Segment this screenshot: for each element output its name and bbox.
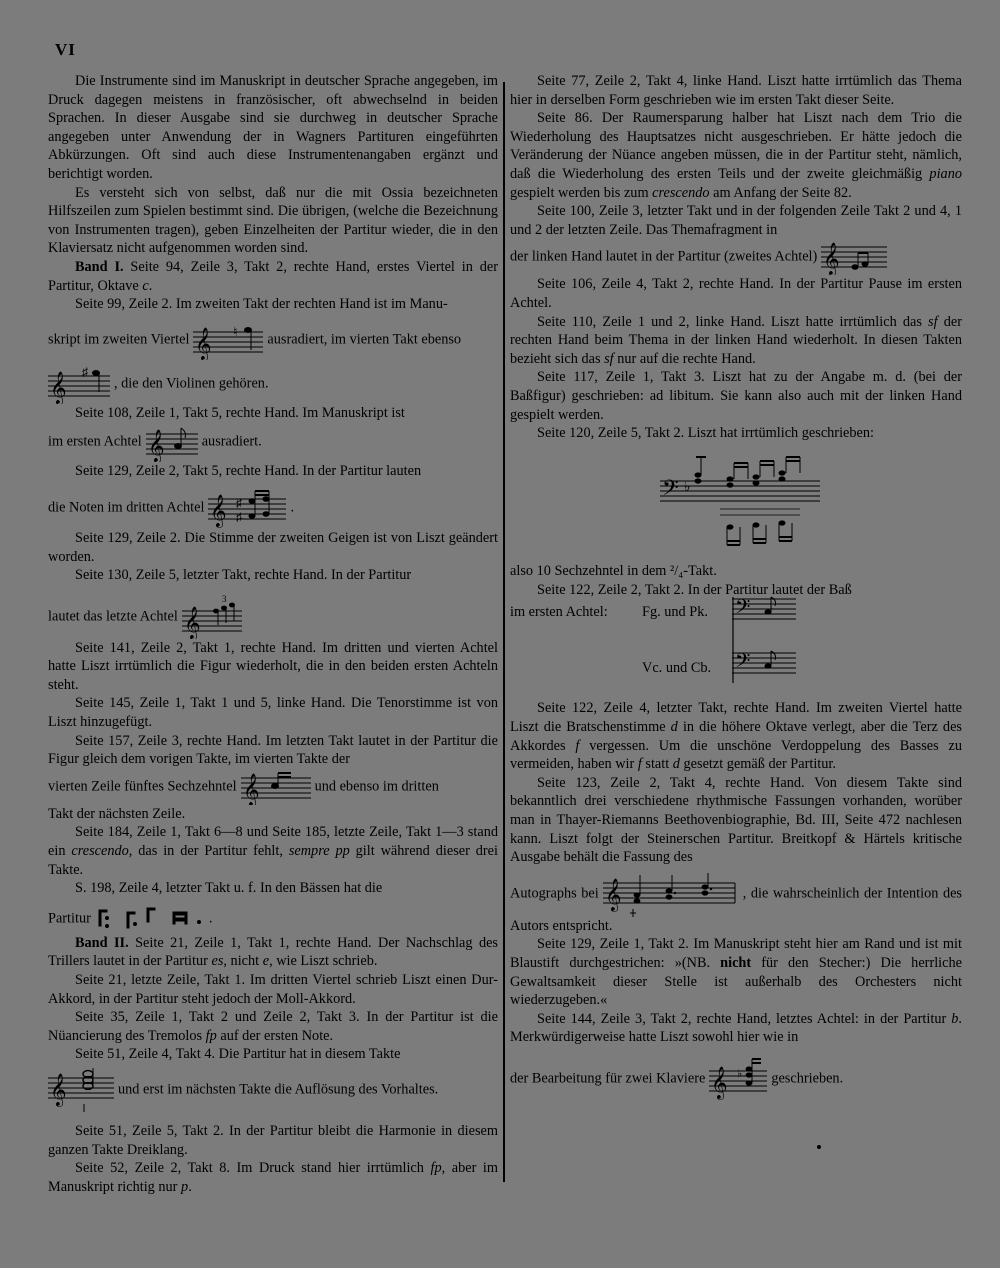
music-example: [193, 320, 263, 360]
paragraph-s99-example: skript im zweiten Viertel 𝄞 ♮ ausradiert, im vierten Takt ebenso: [48, 320, 498, 360]
paragraph-s52: Seite 52, Zeile 2, Takt 8. Im Druck stand hier irrtümlich fp, aber im Manuskript richtig nur p.: [48, 1160, 498, 1195]
svg-text:𝄞: 𝄞: [604, 877, 622, 911]
svg-text:𝄞: 𝄞: [711, 1065, 728, 1099]
paragraph-band1: Band I. Seite 94, Zeile 3, Takt 2, rechte Hand, erstes Viertel in der Partitur, Oktave c.: [48, 258, 498, 294]
column-divider: [503, 82, 505, 1182]
svg-text:𝄞: 𝄞: [210, 493, 227, 527]
paragraph-s99: Seite 99, Zeile 2. Im zweiten Takt der rechten Hand ist im Manu-: [75, 296, 448, 313]
band-heading: Band II.: [75, 934, 129, 951]
paragraph-s130-example: lautet das letzte Achtel 𝄞 3: [48, 595, 498, 639]
bass-label-vc-cb: Vc. und Cb.: [642, 660, 712, 677]
paragraph-ossia: Es versteht sich von selbst, daß nur die mit Ossia bezeichneten Hilfszeilen zum Spielen bestimmt sind. Die übrigen, (welche die Bezeichnung von Instrumenten tragen), geben Einzelheiten der Partitur wieder, die in den Klaviersatz nicht aufgenommen worden sind.: [48, 184, 498, 257]
paragraph-s122b: Seite 122, Zeile 4, letzter Takt, rechte Hand. Im zweiten Viertel hatte Liszt die Bratschenstimme d in die höhere Oktave verlegt, aber die Terz des Akkordes f vergessen. Um die unschöne Verdoppelung des Basses zu vermeiden, haben wir f statt d gesetzt gemäß der Partitur.: [510, 700, 962, 773]
paragraph-s106: Seite 106, Zeile 4, Takt 2, rechte Hand. In der Partitur Pause im ersten Achtel.: [510, 276, 962, 311]
paragraph-s110: Seite 110, Zeile 1 und 2, linke Hand. Liszt hatte irrtümlich das sf der rechten Hand beim Thema in der linken Hand wiederholt. In diesen Takten bezieht sich das sf nur auf die rechte Hand.: [510, 313, 962, 367]
music-example: [208, 487, 286, 529]
paragraph-s157-end: Takt der nächsten Zeile.: [48, 805, 186, 822]
bass-example-block: [510, 595, 962, 699]
svg-text:𝄞: 𝄞: [50, 1072, 67, 1106]
svg-text:𝄞: 𝄞: [195, 326, 212, 360]
paragraph-s198: S. 198, Zeile 4, letzter Takt u. f. In den Bässen hat die: [75, 880, 383, 897]
paragraph-s144: Seite 144, Zeile 3, Takt 2, rechte Hand, letztes Achtel: in der Partitur b. Merkwürdigerweise hatte Liszt sowohl hier wie in: [510, 1010, 962, 1046]
stray-ink-mark: [817, 1145, 821, 1149]
music-example: [146, 422, 198, 462]
paragraph-s123-example: Autographs bei 𝄞 , die wahrscheinlich der Intention des Autors entspricht.: [510, 871, 962, 936]
paragraph-s77: Seite 77, Zeile 2, Takt 4, linke Hand. Liszt hatte irrtümlich das Thema hier in derselben Form geschrieben wie im ersten Takt dieser Seite.: [510, 73, 962, 108]
svg-text:𝄞: 𝄞: [50, 370, 67, 404]
paragraph-s144-example: der Bearbeitung für zwei Klaviere 𝄞 ♭ geschrieben.: [510, 1057, 962, 1101]
music-example: [48, 364, 110, 404]
svg-text:𝄢: 𝄢: [662, 475, 679, 506]
paragraph-instruments: Die Instrumente sind im Manuskript in deutscher Sprache angegeben, im Druck dagegen meistens in französischer, oft abwechselnd in beiden Sprachen. In dieser Ausgabe sind sie durchweg in deutscher Sprache angegeben unter Anwendung der in Wagners Partituren eingeführten Abkürzungen. Oft sind auch diese Instrumentenangaben ergänzt und berichtigt worden.: [48, 73, 498, 182]
paragraph-s100-example: der linken Hand lautet in der Partitur (zweites Achtel) 𝄞: [510, 239, 962, 275]
music-example: [603, 871, 739, 917]
bass-label-first-eighth: im ersten Achtel:: [510, 604, 608, 621]
paragraph-s130: Seite 130, Zeile 5, letzter Takt, rechte Hand. In der Partitur: [75, 567, 412, 584]
music-example: [732, 593, 796, 693]
paragraph-s123: Seite 123, Zeile 2, Takt 4, rechte Hand. Von diesem Takte sind bekanntlich drei verschiedene rhythmische Fassungen vorhanden, worüber man in Thayer-Riemanns Beethovenbiographie, Bd. III, Seite 472 nachlesen kann. Liszt folgt der Steinerschen Partitur. Breitkopf & Härtels kritische Ausgabe behält die Fassung des: [510, 774, 962, 866]
paragraph-s120: Seite 120, Zeile 5, Takt 2. Liszt hat irrtümlich geschrieben:: [537, 425, 875, 442]
left-column: [48, 72, 498, 1196]
paragraph-s141: Seite 141, Zeile 2, Takt 1, rechte Hand. Im dritten und vierten Achtel hatte Liszt irrtümlich die Figur wiederholt, die in den beiden ersten Achteln steht.: [48, 639, 498, 693]
svg-text:♭: ♭: [737, 1067, 743, 1080]
svg-text:♭: ♭: [684, 479, 691, 495]
svg-text:𝄢: 𝄢: [735, 649, 751, 678]
paragraph-s86: Seite 86. Der Raumersparung halber hat Liszt nach dem Trio die Wiederholung des Hauptsatzes nicht ausgeschrieben. Er hätte jedoch die Veränderung der Nüance angeben müssen, die in der Partitur steht, nämlich, daß die Wiederholung des ersten Teils und der zweite gleichmäßig piano gespielt werden bis zum crescendo am Anfang der Seite 82.: [510, 110, 962, 201]
paragraph-s51: Seite 51, Zeile 4, Takt 4. Die Partitur hat in diesem Takte: [75, 1046, 401, 1063]
svg-text:𝄞: 𝄞: [183, 605, 201, 639]
svg-text:𝄞: 𝄞: [242, 772, 260, 805]
paragraph-band2: Band II. Seite 21, Zeile 1, Takt 1, rechte Hand. Der Nachschlag des Trillers lautet in der Partitur es, nicht e, wie Liszt schrieb.: [48, 934, 498, 970]
svg-text:♯: ♯: [236, 509, 243, 524]
paragraph-s51-example: 𝄞 und erst im nächsten Takte die Auflösung des Vorhaltes.: [48, 1066, 498, 1114]
paragraph-s120-end: also 10 Sechzehntel in dem ²/₄-Takt.: [510, 563, 717, 580]
paragraph-s21: Seite 21, letzte Zeile, Takt 1. Im dritten Viertel schrieb Liszt einen Dur-Akkord, in der Partitur steht jedoch der Moll-Akkord.: [48, 972, 498, 1007]
paragraph-s157: Seite 157, Zeile 3, rechte Hand. Im letzten Takt lautet in der Partitur die Figur gleich dem vorigen Takte, im vierten Takte der: [48, 732, 498, 768]
paragraph-s145: Seite 145, Zeile 1, Takt 1 und 5, linke Hand. Die Tenorstimme ist von Liszt hinzugefügt.: [48, 695, 498, 731]
svg-text:𝄢: 𝄢: [735, 595, 751, 624]
paragraph-s129: Seite 129, Zeile 2, Takt 5, rechte Hand. In der Partitur lauten: [75, 463, 422, 480]
right-column: [510, 72, 962, 1101]
music-example: [709, 1057, 767, 1101]
paragraph-s51b: Seite 51, Zeile 5, Takt 2. In der Partitur bleibt die Harmonie in diesem ganzen Takte Dreiklang.: [48, 1122, 498, 1158]
music-example: [821, 239, 887, 275]
band-heading: Band I.: [75, 258, 124, 275]
svg-text:𝄞: 𝄞: [823, 242, 840, 276]
paragraph-s129-manuscript: Seite 129, Zeile 1, Takt 2. Im Manuskript steht hier am Rand und ist mit Blaustift durchgestrichen: »(NB. nicht für den Stecher:) Die herrliche Gewaltsamkeit dieser Stelle ist außerhalb des Orchesters nicht wiederzugeben.«: [510, 936, 962, 1009]
music-example-bass-figure: [660, 453, 962, 559]
paragraph-s157-example: vierten Zeile fünftes Sechzehntel 𝄞 und ebenso im dritten: [48, 769, 498, 805]
paragraph-s108-example: im ersten Achtel 𝄞 ausradiert.: [48, 422, 498, 462]
paragraph-s198-example: Partitur .: [48, 904, 498, 934]
svg-text:3: 3: [221, 594, 227, 604]
svg-text:𝄞: 𝄞: [147, 429, 165, 463]
svg-text:♮: ♮: [233, 323, 239, 339]
paragraph-s99-example2: 𝄞 ♯ , die den Violinen gehören.: [50, 364, 269, 404]
music-example: [48, 1066, 114, 1114]
music-example: [241, 769, 311, 805]
svg-text:♯: ♯: [82, 364, 88, 379]
paragraph-s100: Seite 100, Zeile 3, letzter Takt und in der folgenden Zeile Takt 2 und 4, 1 und 2 der letzten Zeile. Das Themafragment in: [510, 203, 962, 238]
paragraph-s129b: Seite 129, Zeile 2. Die Stimme der zweiten Geigen ist von Liszt geändert worden.: [48, 529, 498, 565]
paragraph-s129-example: die Noten im dritten Achtel 𝄞 ♯ ♯ .: [48, 487, 498, 529]
paragraph-s108: Seite 108, Zeile 1, Takt 5, rechte Hand. Im Manuskript ist: [75, 404, 405, 421]
paragraph-s122: Seite 122, Zeile 2, Takt 2. In der Partitur lautet der Baß: [537, 581, 852, 598]
paragraph-s184: Seite 184, Zeile 1, Takt 6—8 und Seite 185, letzte Zeile, Takt 1—3 stand ein crescendo, das in der Partitur fehlt, sempre pp gilt während dieser drei Takte.: [48, 824, 498, 878]
page-number: VI: [55, 40, 76, 59]
paragraph-s35: Seite 35, Zeile 1, Takt 2 und Zeile 2, Takt 3. In der Partitur ist die Nüancierung des Tremolos fp auf der ersten Note.: [48, 1009, 498, 1044]
paragraph-s117: Seite 117, Zeile 1, Takt 3. Liszt hat zu der Angabe m. d. (bei der Baßfigur) geschrieben: ad libitum. Sie kann also auch mit der linken Hand gespielt werden.: [510, 369, 962, 423]
music-example: [95, 904, 205, 934]
music-example: [182, 595, 242, 639]
bass-label-fg-pk: Fg. und Pk.: [642, 604, 708, 621]
svg-text:♯: ♯: [236, 495, 243, 510]
